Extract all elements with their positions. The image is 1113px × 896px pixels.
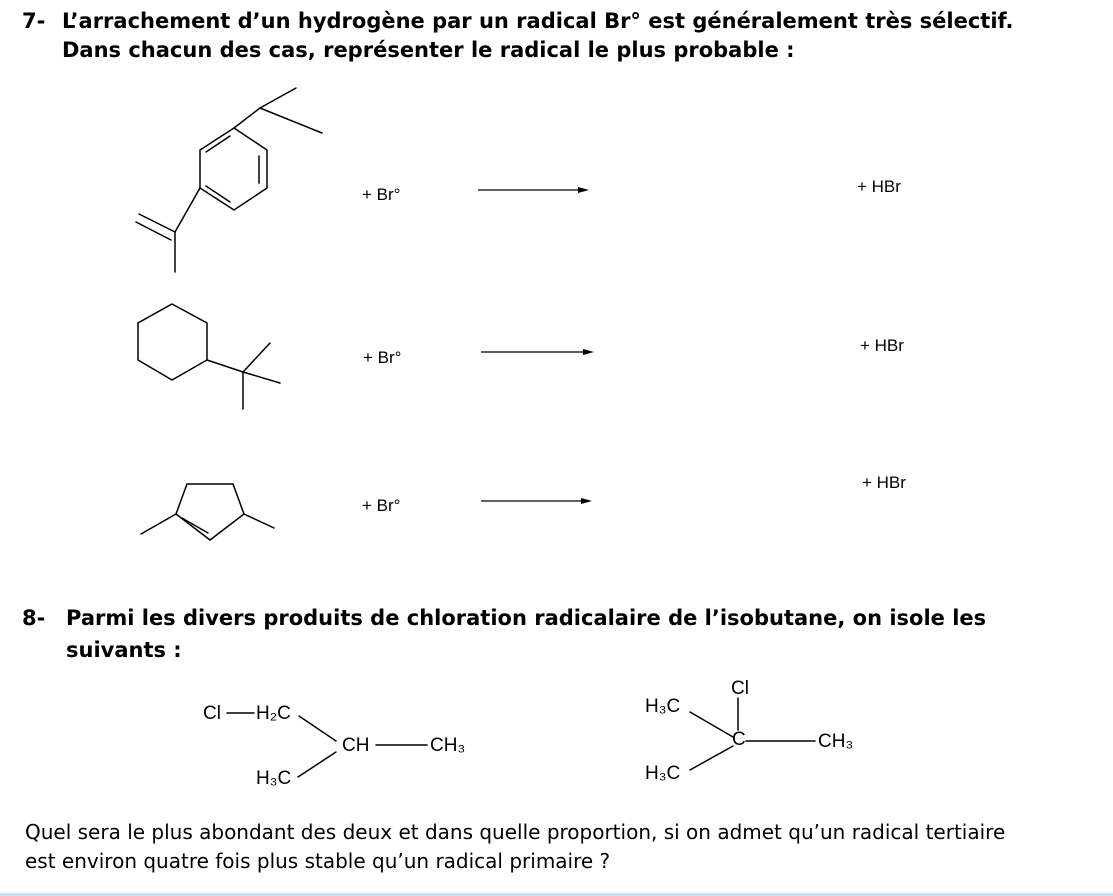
molecule-3-cyclopentene — [141, 484, 274, 540]
mol1-h3c: H₃C — [256, 768, 292, 789]
mol1-ch: CH — [342, 735, 370, 756]
arrow-head — [578, 187, 589, 193]
mol2-ch3: CH₃ — [818, 731, 854, 752]
reaction-1-reagent: + Br° — [362, 185, 401, 204]
molecule-2-cyclohexane — [138, 304, 280, 409]
reaction-3-product: + HBr — [862, 473, 906, 492]
mol2-h3c-top: H₃C — [645, 696, 681, 717]
mol2-cl: Cl — [731, 678, 749, 699]
q7-number: 7- — [22, 9, 46, 33]
mol1-h2c: H₂C — [256, 703, 291, 724]
reaction-arrows — [478, 190, 585, 501]
reaction-1-product: + HBr — [857, 177, 901, 196]
q8-question-line1: Quel sera le plus abondant des deux et dans quelle proportion, si on admet qu’un radical tertiaire — [25, 820, 1006, 844]
molecule-1-aromatic — [136, 88, 322, 272]
arrow-head — [581, 498, 592, 504]
reaction-3-reagent: + Br° — [362, 496, 401, 515]
q8-title-line1: Parmi les divers produits de chloration radicalaire de l’isobutane, on isole les — [66, 606, 987, 630]
mol1-ch3: CH₃ — [430, 735, 466, 756]
reaction-2-product: + HBr — [860, 336, 904, 355]
q8-title-line2: suivants : — [66, 638, 182, 662]
mol2-h3c-bottom: H₃C — [645, 763, 681, 784]
molecule-5-bonds — [690, 698, 815, 770]
mol2-c: C — [732, 729, 746, 750]
q7-title-line2: Dans chacun des cas, représenter le radical le plus probable : — [62, 38, 795, 62]
q7-title-line1: L’arrachement d’un hydrogène par un radical Br° est généralement très sélectif. — [62, 9, 1014, 33]
mol1-cl: Cl — [203, 703, 221, 724]
q8-number: 8- — [22, 606, 46, 630]
reaction-2-reagent: + Br° — [363, 348, 402, 367]
q8-question-line2: est environ quatre fois plus stable qu’un radical primaire ? — [25, 849, 611, 873]
arrow-head — [583, 349, 594, 355]
